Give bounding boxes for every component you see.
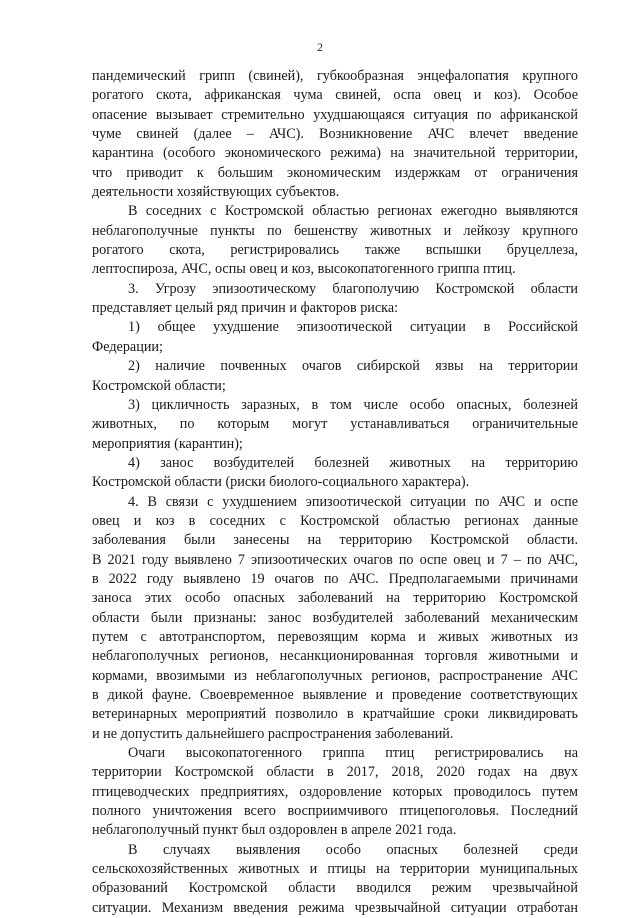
- text-line: деятельности хозяйствующих субъектов.: [92, 184, 340, 201]
- text-line: сельскохозяйственных животных и птицы на территории муниципальных: [92, 861, 578, 878]
- text-line: опасение вызывает стремительно ухудшающаяся ситуация по африканской: [92, 106, 578, 123]
- text-line: В соседних с Костромской областью регионах ежегодно выявляются: [128, 203, 578, 220]
- text-line: В 2021 году выявлено 7 эпизоотических очагов по оспе овец и 7 – по АЧС,: [92, 551, 578, 568]
- text-line: чуме свиней (далее – АЧС). Возникновение АЧС влечет введение: [92, 126, 578, 143]
- text-line: В случаях выявления особо опасных болезней среди: [128, 841, 578, 858]
- text-line: и не допустить дальнейшего распространения заболеваний.: [92, 725, 454, 742]
- text-line: Очаги высокопатогенного гриппа птиц регистрировались на: [128, 745, 578, 762]
- text-line: кормами, ввозимыми из неблагополучных регионов, распространение АЧС: [92, 667, 578, 684]
- text-line: карантина (особого экономического режима) на значительной территории,: [92, 145, 578, 162]
- text-line: в 2022 году выявлено 19 очагов по АЧС. Предполагаемыми причинами: [92, 570, 578, 587]
- text-line: образований Костромской области вводился режим чрезвычайной: [92, 880, 578, 897]
- text-line: области были признаны: занос возбудителей заболеваний механическим: [92, 609, 578, 626]
- text-line: 4. В связи с ухудшением эпизоотической ситуации по АЧС и оспе: [128, 493, 578, 510]
- text-line: ситуации. Механизм введения режима чрезвычайной ситуации отработан: [92, 899, 578, 916]
- text-line: рогатого скота, африканская чума свиней, оспа овец и коз). Особое: [92, 87, 578, 104]
- text-line: в дикой фауне. Своевременное выявление и проведение соответствующих: [92, 687, 578, 703]
- text-line: представляет целый ряд причин и факторов риска:: [92, 300, 399, 317]
- text-line: овец и коз в соседних с Костромской областью регионах данные: [92, 512, 578, 529]
- text-line: мероприятия (карантин);: [92, 435, 243, 452]
- text-line: ветеринарных мероприятий позволило в кратчайшие сроки ликвидировать: [92, 706, 578, 723]
- text-line: 1) общее ухудшение эпизоотической ситуации в Российской: [128, 319, 578, 336]
- page-number: 2: [317, 40, 323, 54]
- text-line: 2) наличие почвенных очагов сибирской язвы на территории: [128, 358, 578, 375]
- text-line: 4) занос возбудителей болезней животных на территорию: [128, 454, 578, 471]
- text-line: пандемический грипп (свиней), губкообразная энцефалопатия крупного: [92, 68, 578, 84]
- text-line: заболевания были занесены на территорию Костромской области.: [92, 532, 578, 549]
- text-line: Костромской области;: [92, 377, 226, 394]
- text-line: неблагополучных регионов, несанкционированная торговля животными и: [92, 648, 578, 665]
- text-line: Федерации;: [92, 338, 163, 355]
- text-line: лептоспироза, АЧС, оспы овец и коз, высокопатогенного гриппа птиц.: [92, 261, 516, 278]
- text-line: территории Костромской области в 2017, 2018, 2020 годах на двух: [92, 764, 578, 781]
- text-line: путем с автотранспортом, перевозящим корма и живых животных из: [92, 628, 578, 645]
- text-line: заноса этих особо опасных заболеваний на территорию Костромской: [92, 590, 578, 607]
- text-line: птицеводческих предприятиях, оздоровление которых проводилось путем: [92, 783, 578, 800]
- text-line: неблагополучный пункт был оздоровлен в апреле 2021 года.: [92, 822, 457, 839]
- text-line: что приводит к большим экономическим издержкам от ограничения: [92, 164, 578, 181]
- text-line: животных, по которым могут устанавливаться ограничительные: [92, 416, 578, 433]
- text-line: рогатого скота, регистрировались также вспышки бруцеллеза,: [92, 242, 578, 259]
- text-line: неблагополучные пункты по бешенству животных и лейкозу крупного: [92, 222, 578, 239]
- text-line: 3. Угрозу эпизоотическому благополучию Костромской области: [128, 280, 578, 297]
- text-line: Костромской области (риски биолого-социального характера).: [92, 474, 470, 491]
- text-line: 3) цикличность заразных, в том числе особо опасных, болезней: [128, 396, 578, 413]
- text-line: полного уничтожения всего восприимчивого птицепоголовья. Последний: [92, 803, 578, 820]
- document-body: [92, 67, 578, 918]
